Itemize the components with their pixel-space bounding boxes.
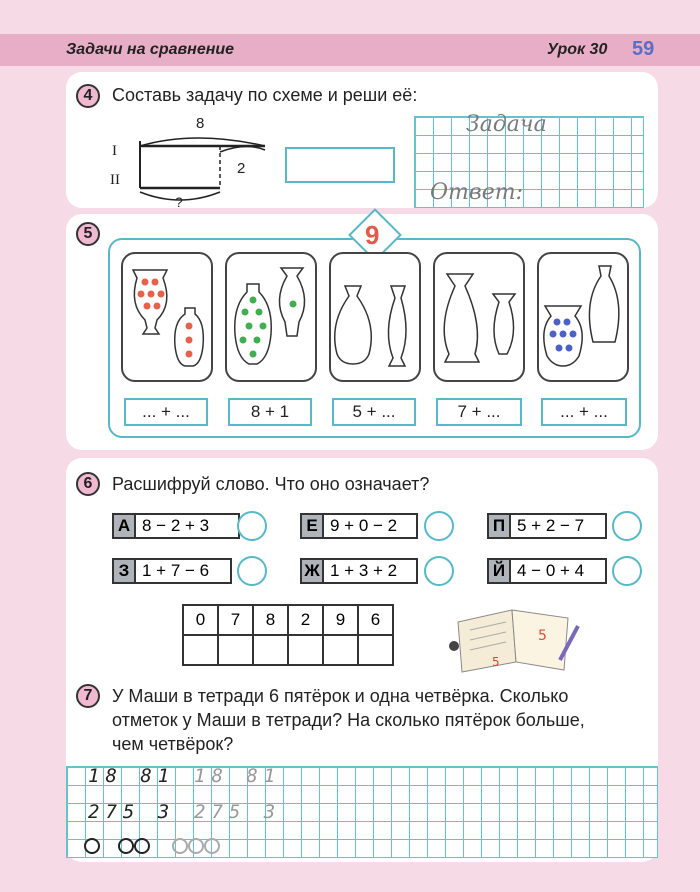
decode-letters-row — [183, 635, 393, 665]
code-row-j — [487, 558, 607, 584]
code-expression: 1 + 7 − 6 — [136, 558, 232, 584]
expression-box-4[interactable]: 7 + ... — [436, 398, 522, 426]
copybook-circles — [82, 836, 242, 856]
expression-box-1[interactable]: ... + ... — [124, 398, 208, 426]
task4-answer-box[interactable] — [285, 147, 395, 183]
decode-letter-cell[interactable] — [253, 635, 288, 665]
copybook-line1-tracing: 18 81 — [194, 765, 282, 787]
task4-instruction: Составь задачу по схеме и реши её: — [112, 85, 418, 105]
code-expression: 8 − 2 + 3 — [136, 513, 240, 539]
code-letter: Й — [487, 558, 511, 584]
code-letter: Е — [300, 513, 324, 539]
copybook-line2: 275 3 — [88, 801, 176, 823]
task-handwritten-label: Задача — [466, 112, 547, 137]
decode-number: 8 — [253, 605, 288, 635]
code-letter: П — [487, 513, 511, 539]
scheme-unknown-label: ? — [175, 194, 183, 210]
answer-circle-p[interactable] — [612, 511, 642, 541]
answer-circle-z[interactable] — [237, 556, 267, 586]
task6-instruction: Расшифруй слово. Что оно означает? — [112, 474, 430, 494]
decode-letter-cell[interactable] — [288, 635, 323, 665]
vase-pair-4 — [433, 252, 525, 382]
copybook-line1: 18 81 — [88, 765, 176, 787]
code-expression: 1 + 3 + 2 — [324, 558, 418, 584]
decode-number: 2 — [288, 605, 323, 635]
vase-pair-1 — [121, 252, 213, 382]
code-expression: 5 + 2 − 7 — [511, 513, 607, 539]
answer-circle-zh[interactable] — [424, 556, 454, 586]
vase-pair-2-drawing — [227, 254, 315, 380]
code-row-zh — [300, 558, 418, 584]
center-number: 9 — [365, 220, 380, 250]
answer-handwritten-label: Ответ: — [430, 180, 523, 205]
expression-box-2[interactable]: 8 + 1 — [228, 398, 312, 426]
code-expression: 4 − 0 + 4 — [511, 558, 607, 584]
task4-number: 4 — [76, 84, 100, 108]
expression-box-3[interactable]: 5 + ... — [332, 398, 416, 426]
task7-number: 7 — [76, 684, 100, 708]
vase-pair-2 — [225, 252, 317, 382]
decode-letter-cell[interactable] — [323, 635, 358, 665]
task6-number: 6 — [76, 472, 100, 496]
answer-circle-j[interactable] — [612, 556, 642, 586]
code-row-z — [112, 558, 232, 584]
decode-number: 9 — [323, 605, 358, 635]
decode-letter-cell[interactable] — [183, 635, 218, 665]
code-letter: Ж — [300, 558, 324, 584]
code-letter: З — [112, 558, 136, 584]
decode-letter-cell[interactable] — [218, 635, 253, 665]
scheme-row1-label: I — [112, 143, 117, 159]
decode-number: 7 — [218, 605, 253, 635]
svg-text:5: 5 — [538, 628, 547, 644]
svg-text:5: 5 — [492, 655, 500, 669]
vase-pair-5-drawing — [539, 254, 627, 380]
vase-pair-3-drawing — [331, 254, 419, 380]
code-row-e — [300, 513, 418, 539]
task7-line: У Маши в тетради 6 пятёрок и одна четвёрка. Сколько — [112, 686, 569, 706]
code-row-p — [487, 513, 607, 539]
decode-number: 0 — [183, 605, 218, 635]
notebook-illustration — [448, 600, 588, 676]
decode-numbers-row — [183, 605, 393, 635]
vase-pair-5 — [537, 252, 629, 382]
task5-number: 5 — [76, 222, 100, 246]
scheme-row2-label: II — [110, 172, 120, 188]
vase-pair-1-drawing — [123, 254, 211, 380]
answer-circle-e[interactable] — [424, 511, 454, 541]
copybook-line2-tracing: 275 3 — [194, 801, 282, 823]
scheme-difference-label: 2 — [237, 160, 246, 177]
topic-title: Задачи на сравнение — [66, 41, 235, 58]
lesson-label: Урок 30 — [547, 41, 608, 58]
scheme-total-label: 8 — [196, 115, 205, 132]
decode-table — [182, 604, 394, 666]
vase-pair-3 — [329, 252, 421, 382]
task7-line: отметок у Маши в тетради? На сколько пятёрок больше, — [112, 710, 585, 730]
page-number: 59 — [632, 38, 655, 60]
decode-letter-cell[interactable] — [358, 635, 393, 665]
comparison-scheme — [100, 112, 280, 212]
expression-box-5[interactable]: ... + ... — [541, 398, 627, 426]
vase-pair-4-drawing — [435, 254, 523, 380]
task7-problem-text — [112, 684, 585, 756]
decode-number: 6 — [358, 605, 393, 635]
code-row-a — [112, 513, 240, 539]
task7-line: чем четвёрок? — [112, 734, 234, 754]
answer-circle-a[interactable] — [237, 511, 267, 541]
code-expression: 9 + 0 − 2 — [324, 513, 418, 539]
code-letter: А — [112, 513, 136, 539]
page-header — [0, 34, 700, 66]
